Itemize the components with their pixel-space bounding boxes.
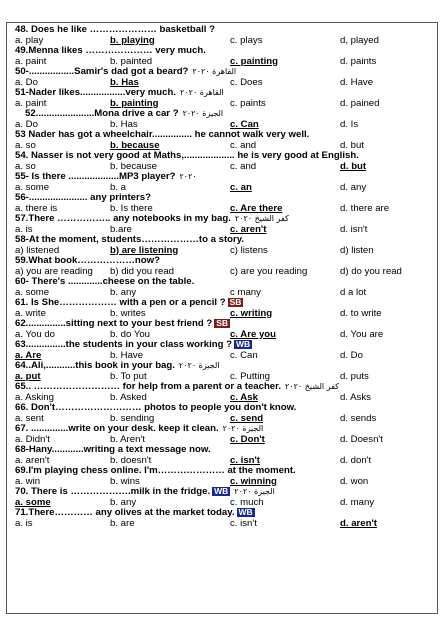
answer-option[interactable]: c. paints [230, 97, 266, 109]
answer-option[interactable]: c. writing [230, 307, 273, 319]
answer-option[interactable]: c. Ask [230, 391, 258, 403]
question-line [15, 172, 431, 183]
answer-option[interactable]: d) listen [340, 244, 374, 256]
options-row [15, 288, 431, 299]
options-row [15, 57, 431, 68]
question-text: 60- There's .............cheese on the table. [15, 277, 195, 287]
answer-option[interactable]: b. Has [110, 118, 138, 130]
answer-option[interactable]: a. some [15, 181, 50, 193]
options-row [15, 246, 431, 257]
answer-option[interactable]: d. pained [340, 97, 380, 109]
answer-option[interactable]: d. Is [340, 118, 359, 130]
answer-option[interactable]: a. some [15, 286, 50, 298]
question-line [15, 235, 431, 246]
question-line [15, 214, 431, 225]
answer-option[interactable]: d. You are [340, 328, 384, 340]
exam-source: كفر الشيخ ٢٠٢٠ [285, 382, 339, 391]
answer-option[interactable]: a. Asking [15, 391, 54, 403]
question-text: 56-...................... any printers? [15, 193, 151, 203]
answer-option[interactable]: b. any [110, 286, 137, 298]
answer-option[interactable]: c. an [230, 181, 252, 193]
answer-option[interactable]: c. and [230, 160, 257, 172]
question-line [15, 361, 431, 372]
options-row [15, 330, 431, 341]
answer-option[interactable]: d. paints [340, 55, 377, 67]
answer-option[interactable]: c. Putting [230, 370, 270, 382]
answer-option[interactable]: c. Can [230, 349, 258, 361]
question-text: 62...............sitting next to your best friend ? [15, 319, 213, 329]
question-text: 71.There………… any olives at the market today. [15, 508, 235, 518]
answer-option[interactable]: d. won [340, 475, 369, 487]
question-text: 69.I'm playing chess online. I'm………………… at the moment. [15, 466, 296, 476]
question-line [15, 403, 431, 414]
options-row [15, 498, 431, 509]
question-text: 59.What book………………now? [15, 256, 160, 266]
source-tag: SB [216, 319, 229, 328]
worksheet [6, 22, 438, 614]
answer-option[interactable]: b. writes [110, 307, 146, 319]
answer-option[interactable]: d. isn't [340, 223, 368, 235]
answer-option[interactable]: c. aren't [230, 223, 267, 235]
answer-option[interactable]: b. playing [110, 34, 155, 46]
question-line [15, 340, 431, 351]
question-line [15, 424, 431, 435]
question-line [15, 298, 431, 309]
answer-option[interactable]: b. painted [110, 55, 153, 67]
answer-option[interactable]: a. win [15, 475, 41, 487]
answer-option[interactable]: c. and [230, 139, 257, 151]
source-tag: WB [214, 487, 229, 496]
question-line [15, 109, 431, 120]
answer-option[interactable]: c. winning [230, 475, 277, 487]
options-row [15, 456, 431, 467]
answer-option[interactable]: c. isn't [230, 454, 261, 466]
question-line [15, 277, 431, 288]
answer-option[interactable]: b. do You [110, 328, 151, 340]
answer-option[interactable]: b. any [110, 496, 137, 508]
question-line [15, 67, 431, 78]
exam-source: ٢٠٢٠ [179, 172, 197, 181]
answer-option[interactable]: c) are you reading [230, 265, 308, 277]
question-line [15, 193, 431, 204]
options-row [15, 414, 431, 425]
options-row [15, 309, 431, 320]
answer-option[interactable]: d, played [340, 34, 379, 46]
question-line [15, 256, 431, 267]
answer-option[interactable]: a. is [15, 223, 33, 235]
options-row [15, 393, 431, 404]
answer-option[interactable]: a. put [15, 370, 41, 382]
answer-option[interactable]: d. Have [340, 76, 374, 88]
question-text: 51-Nader likes.................very much. [15, 88, 177, 98]
options-row [15, 267, 431, 278]
answer-option[interactable]: b. Is there [110, 202, 153, 214]
answer-option[interactable]: a. play [15, 34, 44, 46]
answer-option[interactable]: a. Are [15, 349, 42, 361]
question-text: 58-At the moment, students………………to a story. [15, 235, 245, 245]
answer-option[interactable]: b. To put [110, 370, 147, 382]
answer-option[interactable]: a. so [15, 160, 36, 172]
options-row [15, 477, 431, 488]
answer-option[interactable]: d. sends [340, 412, 377, 424]
answer-option[interactable]: a. paint [15, 55, 47, 67]
exam-source: الجيزة ٢٠٢٠ [234, 487, 275, 496]
question-text: 55- Is there ...................MP3 player? [15, 172, 176, 182]
answer-option[interactable]: c. send [230, 412, 264, 424]
answer-option[interactable]: b. Has [110, 76, 139, 88]
question-text: 50-.................Samir's dad got a beard? [15, 67, 189, 77]
exam-source: الجيزة ٢٠٢٠ [182, 109, 224, 118]
answer-option[interactable]: d. to write [340, 307, 382, 319]
question-text: 66. Don't……………………… photos to people you don't know. [15, 403, 297, 413]
answer-option[interactable]: b) did you read [110, 265, 174, 277]
answer-option[interactable]: d) do you read [340, 265, 402, 277]
answer-option[interactable]: b. are [110, 517, 135, 529]
question-text: 54. Nasser is not very good at Maths,................... he is very good at English. [15, 151, 359, 161]
options-row [15, 183, 431, 194]
question-text: 57.There …………….. any notebooks in my bag. [15, 214, 231, 224]
answer-option[interactable]: d. there are [340, 202, 390, 214]
answer-option[interactable]: b. painting [110, 97, 159, 109]
options-row [15, 204, 431, 215]
answer-option[interactable]: d. many [340, 496, 375, 508]
options-row [15, 162, 431, 173]
options-row [15, 99, 431, 110]
answer-option[interactable]: d. Do [340, 349, 363, 361]
exam-source: كفر الشيخ ٢٠٢٠ [234, 214, 289, 223]
question-text: 67. ..............write on your desk. keep it clean. [15, 424, 219, 434]
options-row [15, 351, 431, 362]
answer-option[interactable]: a) listened [15, 244, 60, 256]
answer-option[interactable]: b. because [110, 139, 160, 151]
options-row [15, 78, 431, 89]
question-text: 48. Does he like ………………… basketball ? [15, 25, 215, 35]
question-text: 49.Menna likes ………………… very much. [15, 46, 206, 56]
answer-option[interactable]: a. some [15, 496, 51, 508]
answer-option[interactable]: b. Asked [110, 391, 147, 403]
options-row [15, 36, 431, 47]
question-line [15, 445, 431, 456]
answer-option[interactable]: a) you are reading [15, 265, 93, 277]
options-row [15, 141, 431, 152]
question-text: 70. There is ……………….milk in the fridge. [15, 487, 211, 497]
options-row [15, 372, 431, 383]
question-line [15, 508, 431, 519]
question-text: 65.. ……………………… for help from a parent or a teacher. [15, 382, 282, 392]
answer-option[interactable]: a. Do [15, 118, 38, 130]
answer-option[interactable]: a. so [15, 139, 36, 151]
answer-option[interactable]: a. write [15, 307, 46, 319]
question-text: 52......................Mona drive a car ? [25, 109, 179, 119]
question-line [15, 382, 431, 393]
answer-option[interactable]: c. plays [230, 34, 263, 46]
answer-option[interactable]: b) are listening [110, 244, 179, 256]
answer-option[interactable]: c. much [230, 496, 264, 508]
answer-option[interactable]: b. because [110, 160, 157, 172]
answer-option[interactable]: d. don't [340, 454, 372, 466]
question-text: 68-Hany............writing a text message now. [15, 445, 211, 455]
question-line [15, 25, 431, 36]
answer-option[interactable]: b. Aren't [110, 433, 145, 445]
exam-source: القاهرة ٢٠٢٠ [192, 67, 237, 76]
answer-option[interactable]: a. Do [15, 76, 38, 88]
answer-option[interactable]: c many [230, 286, 261, 298]
answer-option[interactable]: b. wins [110, 475, 140, 487]
answer-option[interactable]: b.are [110, 223, 132, 235]
answer-option[interactable]: b. a [110, 181, 127, 193]
answer-option[interactable]: c. painting [230, 55, 278, 67]
answer-option[interactable]: d. aren't [340, 517, 377, 529]
answer-option[interactable]: a. You do [15, 328, 56, 340]
source-tag: WB [238, 508, 253, 517]
answer-option[interactable]: a. Didn't [15, 433, 50, 445]
answer-option[interactable]: c. Does [230, 76, 263, 88]
question-line [15, 130, 431, 141]
exam-source: القاهرة ٢٠٢٠ [180, 88, 224, 97]
question-line [15, 319, 431, 330]
answer-option[interactable]: c. Are there [230, 202, 283, 214]
answer-option[interactable]: b. sending [110, 412, 155, 424]
question-text: 63...............the students in your class working ? [15, 340, 232, 350]
answer-option[interactable]: c) listens [230, 244, 268, 256]
answer-option[interactable]: b. Have [110, 349, 144, 361]
answer-option[interactable]: a. sent [15, 412, 44, 424]
answer-option[interactable]: d. but [340, 160, 367, 172]
answer-option[interactable]: c. Don't [230, 433, 265, 445]
answer-option[interactable]: d. but [340, 139, 365, 151]
options-row [15, 435, 431, 446]
question-line [15, 487, 431, 498]
answer-option[interactable]: d. Asks [340, 391, 371, 403]
answer-option[interactable]: d a lot [340, 286, 367, 298]
source-tag: SB [229, 298, 242, 307]
answer-option[interactable]: a. aren't [15, 454, 50, 466]
answer-option[interactable]: a. there is [15, 202, 58, 214]
exam-source: الجيزة ٢٠٢٠ [222, 424, 264, 433]
options-row [15, 225, 431, 236]
question-text: 53 Nader has got a wheelchair............... he cannot walk very well. [15, 130, 310, 140]
options-row [15, 519, 431, 530]
question-text: 64..Ali,...........this book in your bag. [15, 361, 175, 371]
answer-option[interactable]: a. paint [15, 97, 47, 109]
question-line [15, 88, 431, 99]
answer-option[interactable]: c. Are you [230, 328, 277, 340]
answer-option[interactable]: b. doesn't [110, 454, 152, 466]
answer-option[interactable]: d. Doesn't [340, 433, 383, 445]
answer-option[interactable]: d. puts [340, 370, 369, 382]
answer-option[interactable]: d. any [340, 181, 367, 193]
options-row [15, 120, 431, 131]
source-tag: WB [235, 340, 251, 349]
question-list [7, 23, 437, 529]
exam-source: الجيزة ٢٠٢٠ [178, 361, 220, 370]
answer-option[interactable]: c. Can [230, 118, 259, 130]
answer-option[interactable]: c. isn't [230, 517, 257, 529]
question-line [15, 466, 431, 477]
question-line [15, 151, 431, 162]
question-line [15, 46, 431, 57]
answer-option[interactable]: a. is [15, 517, 33, 529]
question-text: 61. Is She……………… with a pen or a pencil ? [15, 298, 226, 308]
